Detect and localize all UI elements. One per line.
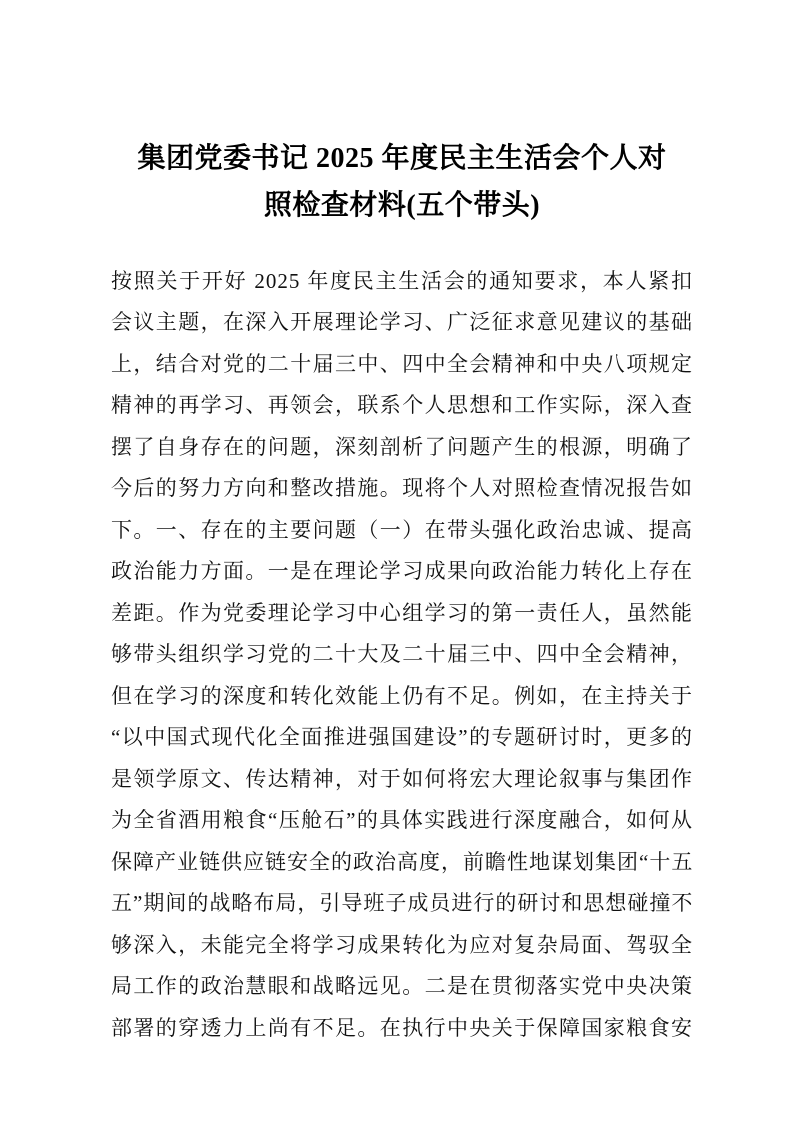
body-text-line: 部署的穿透力上尚有不足。在执行中央关于保障国家粮食安 — [111, 1015, 693, 1040]
body-paragraph — [111, 261, 693, 1050]
body-text-line: 保障产业链供应链安全的政治高度，前瞻性地谋划集团“十五 — [111, 849, 693, 874]
body-text-line: 够深入，未能完全将学习成果转化为应对复杂局面、驾驭全 — [111, 932, 693, 957]
body-text-line: 差距。作为党委理论学习中心组学习的第一责任人，虽然能 — [111, 600, 693, 625]
title-line-1: 集团党委书记 2025 年度民主生活会个人对 — [137, 142, 667, 174]
body-text-line: 今后的努力方向和整改措施。现将个人对照检查情况报告如 — [111, 476, 693, 501]
body-text-line: 局工作的政治慧眼和战略远见。二是在贯彻落实党中央决策 — [111, 974, 693, 999]
body-text-line: 但在学习的深度和转化效能上仍有不足。例如，在主持关于 — [111, 683, 693, 708]
body-text-line: 按照关于开好 2025 年度民主生活会的通知要求，本人紧扣 — [111, 268, 693, 293]
document-title — [111, 135, 693, 229]
body-text-line: 是领学原文、传达精神，对于如何将宏大理论叙事与集团作 — [111, 766, 693, 791]
body-text-line: 为全省酒用粮食“压舱石”的具体实践进行深度融合，如何从 — [111, 808, 693, 833]
body-text-line: 会议主题，在深入开展理论学习、广泛征求意见建议的基础 — [111, 310, 693, 335]
title-line-2: 照检查材料(五个带头) — [263, 189, 541, 221]
body-text-line: 政治能力方面。一是在理论学习成果向政治能力转化上存在 — [111, 559, 693, 584]
body-text-line: 精神的再学习、再领会，联系个人思想和工作实际，深入查 — [111, 393, 693, 418]
body-text-line: 摆了自身存在的问题，深刻剖析了问题产生的根源，明确了 — [111, 434, 693, 459]
body-text-line: 够带头组织学习党的二十大及二十届三中、四中全会精神， — [111, 642, 693, 667]
body-text-line: 下。一、存在的主要问题（一）在带头强化政治忠诚、提高 — [111, 517, 693, 542]
body-text-line: 五”期间的战略布局，引导班子成员进行的研讨和思想碰撞不 — [111, 891, 693, 916]
body-text-line: 上，结合对党的二十届三中、四中全会精神和中央八项规定 — [111, 351, 693, 376]
body-text-line: “以中国式现代化全面推进强国建设”的专题研讨时，更多的 — [111, 725, 693, 750]
